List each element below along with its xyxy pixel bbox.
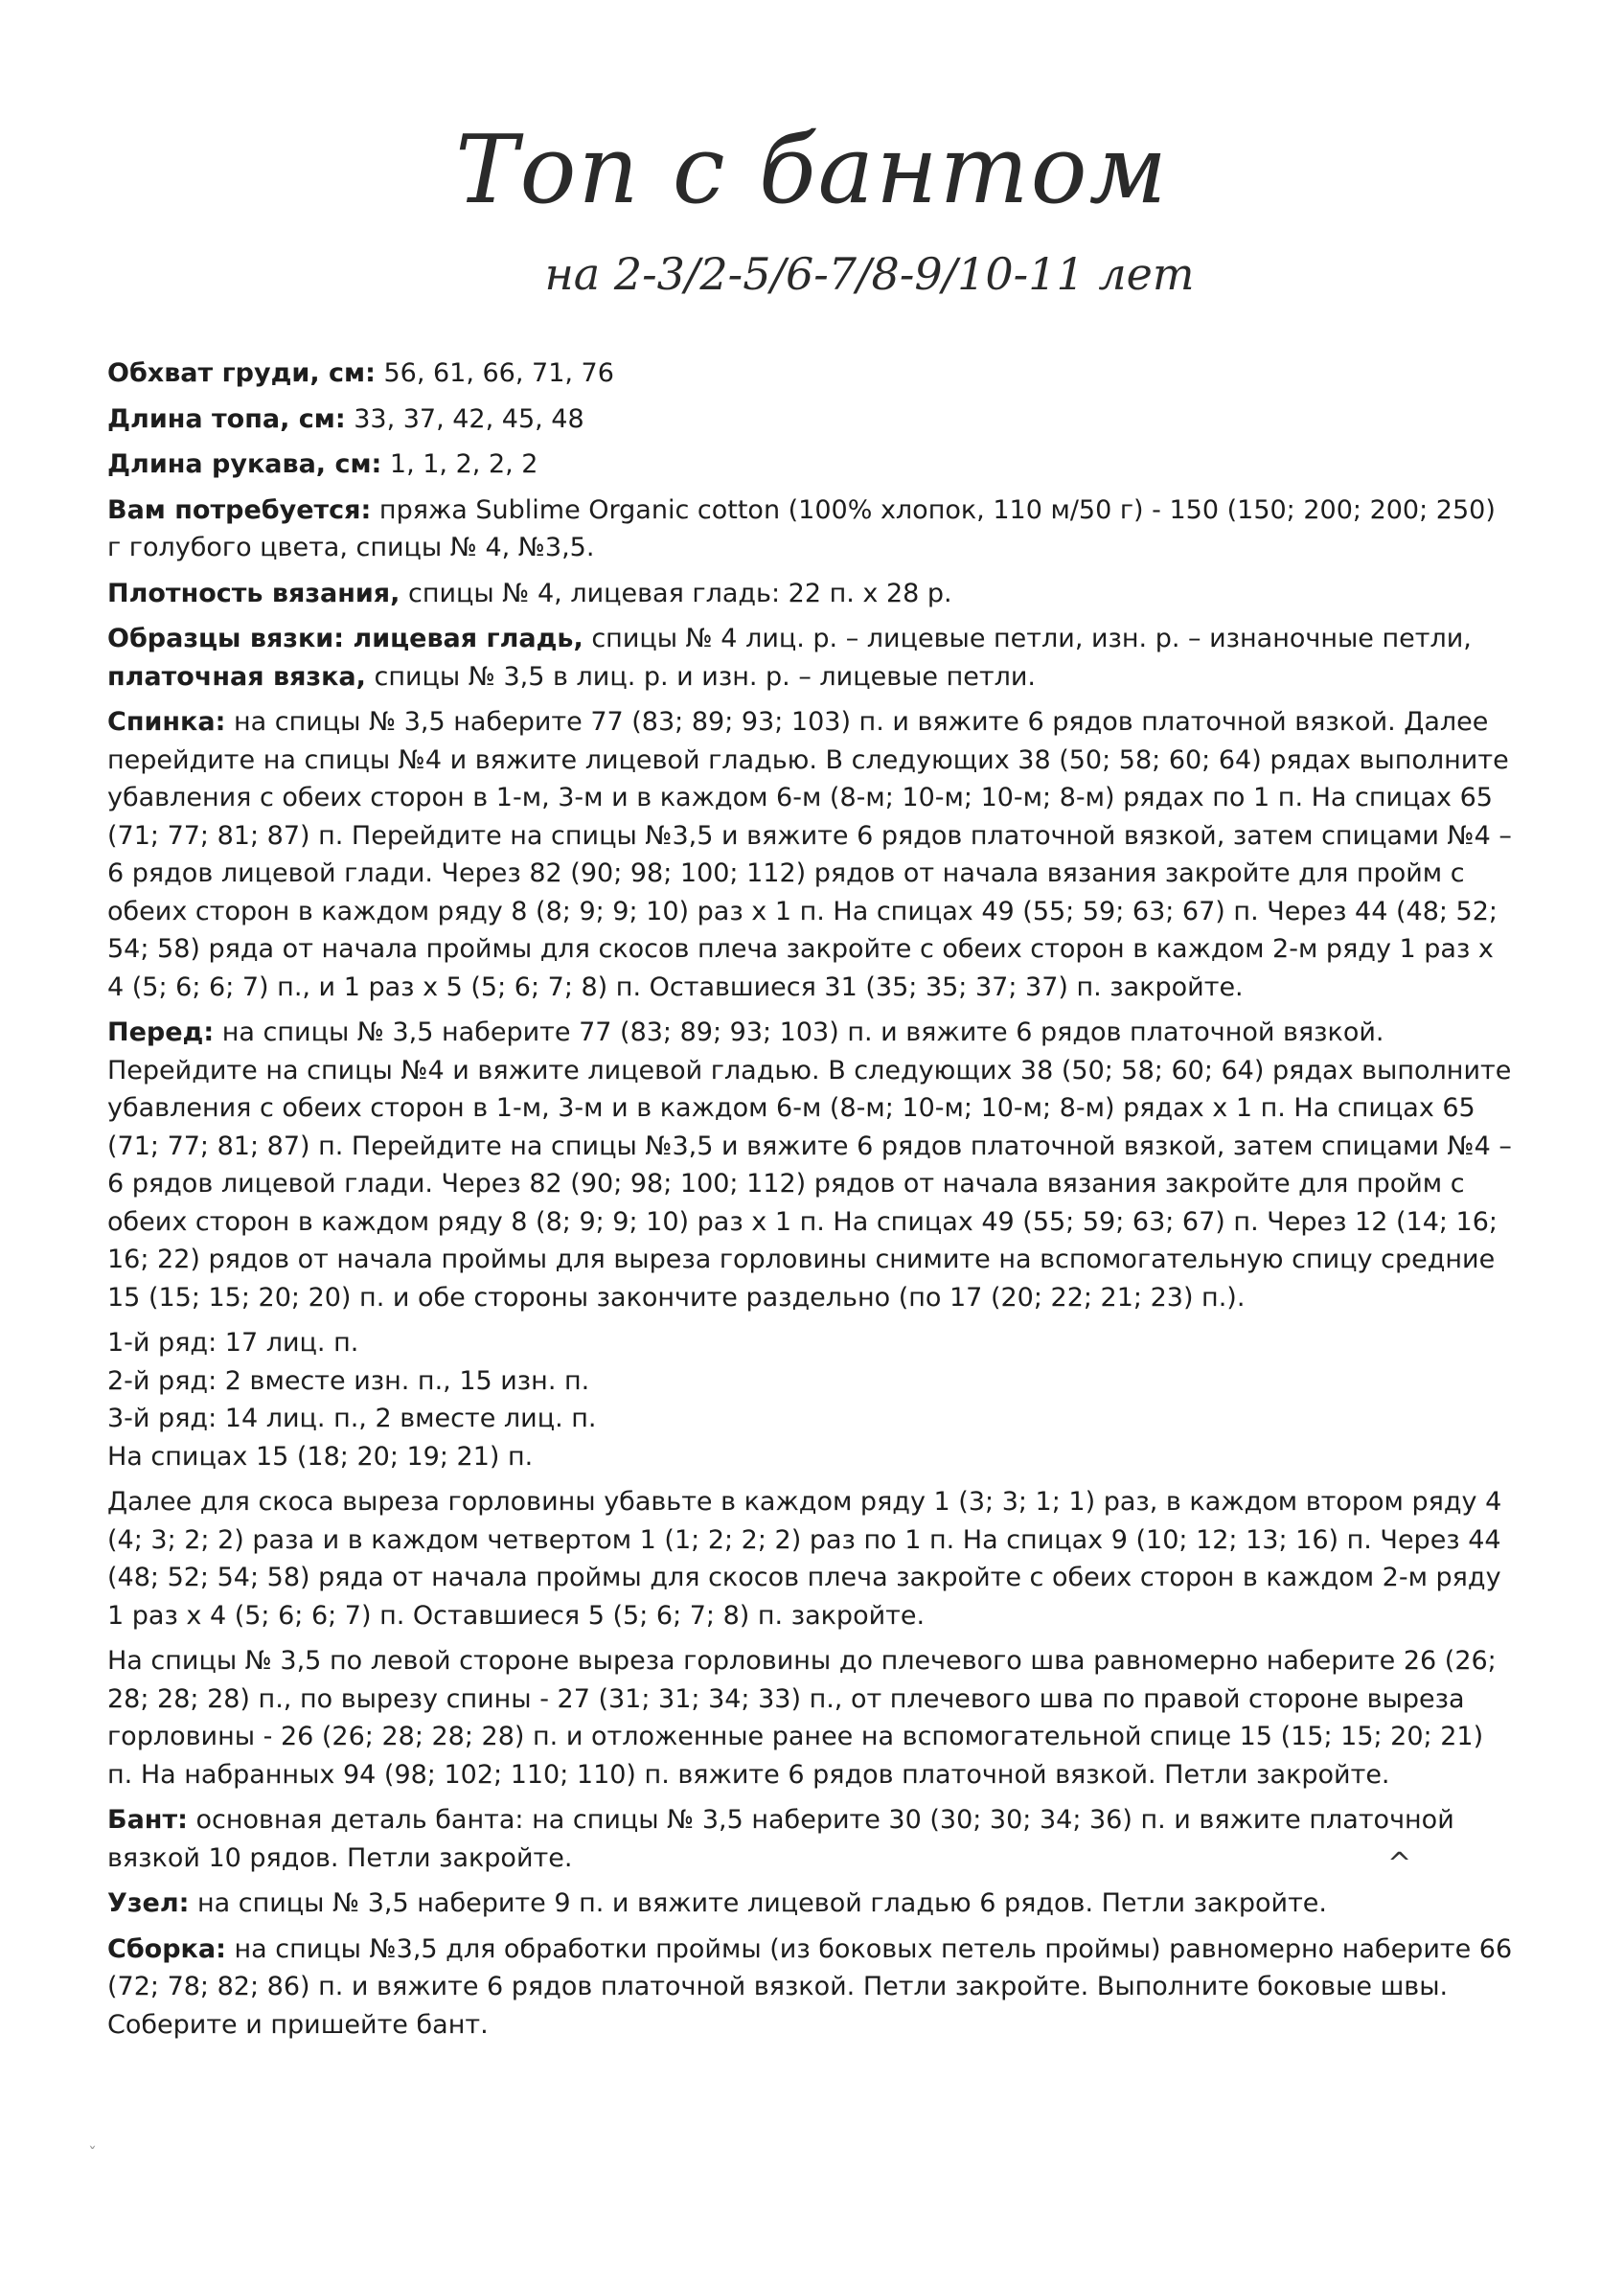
spec-chest-value: 56, 61, 66, 71, 76 (375, 358, 614, 388)
samples-paragraph (107, 620, 1516, 696)
spec-materials-value: пряжа Sublime Organic cotton (100% хлопок, 110 м/50 г) - 150 (150; 200; 200; 250) г голубого цвета, спицы № 4, №3,5. (107, 494, 1496, 562)
front-row-3: 3-й ряд: 14 лиц. п., 2 вместе лиц. п. (107, 1404, 597, 1433)
knot-label: Узел: (107, 1888, 190, 1918)
spec-materials (107, 491, 1516, 567)
garter-text: спицы № 3,5 в лиц. р. и изн. р. – лицевые петли. (365, 661, 1036, 692)
spec-sleeve-label: Длина рукава, см: (107, 449, 382, 479)
front-neck-paragraph: Далее для скоса выреза горловины убавьте в каждом ряду 1 (3; 3; 1; 1) раз, в каждом втором ряду 4 (4; 3; 2; 2) раза и в каждом четвертом 1 (1; 2; 2; 2) раз по 1 п. На спицах 9 (10; 12; 13; 16) п. Через 44 (48; 52; 54; 58) ряда от начала проймы для скосов плеча закройте с обеих сторон в каждом 2-м ряду 1 раз х 4 (5; 6; 6; 7) п. Оставшиеся 5 (5; 6; 7; 8) п. закройте. (107, 1487, 1502, 1631)
spec-length (107, 400, 1516, 439)
assembly-paragraph (107, 1931, 1516, 2045)
front-row-1: 1-й ряд: 17 лиц. п. (107, 1328, 359, 1358)
knot-text: на спицы № 3,5 наберите 9 п. и вяжите лицевой гладью 6 рядов. Петли закройте. (189, 1888, 1327, 1918)
spec-gauge-label: Плотность вязания, (107, 578, 400, 608)
front-row-4: На спицах 15 (18; 20; 19; 21) п. (107, 1441, 534, 1472)
tick-mark: ˇ (88, 2144, 97, 2164)
back-label: Спинка: (107, 707, 226, 737)
front-label: Перед: (107, 1017, 215, 1047)
pattern-body (107, 354, 1516, 2051)
bow-text: основная деталь банта: на спицы № 3,5 наберите 30 (30; 30; 34; 36) п. и вяжите платочной вязкой 10 рядов. Петли закройте. (107, 1805, 1454, 1873)
caret-mark: ^ (1387, 1847, 1412, 1881)
garter-label: платочная вязка, (107, 661, 366, 692)
spec-chest (107, 354, 1516, 393)
back-paragraph (107, 703, 1516, 1006)
back-text: на спицы № 3,5 наберите 77 (83; 89; 93; 103) п. и вяжите 6 рядов платочной вязкой. Далее перейдите на спицы №4 и вяжите лицевой гладью. В следующих 38 (50; 58; 60; 64) рядах выполните убавления с обеих сторон в 1-м, 3-м и в каждом 6-м (8-м; 10-м; 10-м; 8-м) рядах по 1 п. На спицах 65 (71; 77; 81; 87) п. Перейдите на спицы №3,5 и вяжите 6 рядов платочной вязкой, затем спицами №4 – 6 рядов лицевой глади. Через 82 (90; 98; 100; 112) рядов от начала вязания закройте для пройм с обеих сторон в каждом ряду 8 (8; 9; 9; 10) раз х 1 п. На спицах 49 (55; 59; 63; 67) п. Через 44 (48; 52; 54; 58) ряда от начала проймы для скосов плеча закройте с обеих сторон в каждом 2-м ряду 1 раз х 4 (5; 6; 6; 7) п., и 1 раз х 5 (5; 6; 7; 8) п. Оставшиеся 31 (35; 35; 37; 37) п. закройте. (107, 707, 1512, 1002)
stockinette-text: спицы № 4 лиц. р. – лицевые петли, изн. р. – изнаночные петли, (583, 624, 1472, 653)
bow-label: Бант: (107, 1805, 188, 1835)
front-band-paragraph: На спицы № 3,5 по левой стороне выреза горловины до плечевого шва равномерно наберите 26 (26; 28; 28; 28) п., по вырезу спины - 27 (31; 31; 34; 33) п., от плечевого шва по правой стороне выреза горловины - 26 (26; 28; 28; 28) п. и отложенные ранее на вспомогательной спице 15 (15; 15; 20; 21) п. На набранных 94 (98; 102; 110; 110) п. вяжите 6 рядов платочной вязкой. Петли закройте. (107, 1646, 1497, 1790)
page-title: Топ с бантом (455, 116, 1169, 225)
bow-paragraph (107, 1801, 1516, 1877)
knot-paragraph (107, 1885, 1516, 1923)
samples-label: Образцы вязки: (107, 624, 345, 653)
spec-sleeve-value: 1, 1, 2, 2, 2 (381, 449, 538, 479)
front-text: на спицы № 3,5 наберите 77 (83; 89; 93; 103) п. и вяжите 6 рядов платочной вязкой. Перейдите на спицы №4 и вяжите лицевой гладью. В следующих 38 (50; 58; 60; 64) рядах выполните убавления с обеих сторон в 1-м, 3-м и в каждом 6-м (8-м; 10-м; 10-м; 8-м) рядах х 1 п. На спицах 65 (71; 77; 81; 87) п. Перейдите на спицы №3,5 и вяжите 6 рядов платочной вязкой, затем спицами №4 – 6 рядов лицевой глади. Через 82 (90; 98; 100; 112) рядов от начала вязания закройте для пройм с обеих сторон в каждом ряду 8 (8; 9; 9; 10) раз х 1 п. На спицах 49 (55; 59; 63; 67) п. Через 12 (14; 16; 16; 22) рядов от начала проймы для выреза горловины снимите на вспомогательную спицу средние 15 (15; 15; 20; 20) п. и обе стороны закончите раздельно (по 17 (20; 22; 21; 23) п.). (107, 1017, 1512, 1313)
stockinette-label: лицевая гладь, (344, 624, 583, 653)
front-paragraph (107, 1014, 1516, 1316)
spec-length-value: 33, 37, 42, 45, 48 (345, 403, 584, 434)
spec-length-label: Длина топа, см: (107, 403, 346, 434)
page-subtitle: на 2-3/2-5/6-7/8-9/10-11 лет (544, 248, 1195, 300)
spec-gauge (107, 575, 1516, 613)
spec-chest-label: Обхват груди, см: (107, 358, 376, 388)
assembly-text: на спицы №3,5 для обработки проймы (из боковых петель проймы) равномерно наберите 66 (72; 78; 82; 86) п. и вяжите 6 рядов платочной вязкой. Петли закройте. Выполните боковые швы. Соберите и пришейте бант. (107, 1933, 1513, 2040)
assembly-label: Сборка: (107, 1933, 226, 1964)
spec-materials-label: Вам потребуется: (107, 494, 372, 525)
front-row-2: 2-й ряд: 2 вместе изн. п., 15 изн. п. (107, 1365, 590, 1396)
spec-gauge-value: спицы № 4, лицевая гладь: 22 п. х 28 р. (400, 578, 952, 608)
spec-sleeve (107, 446, 1516, 484)
